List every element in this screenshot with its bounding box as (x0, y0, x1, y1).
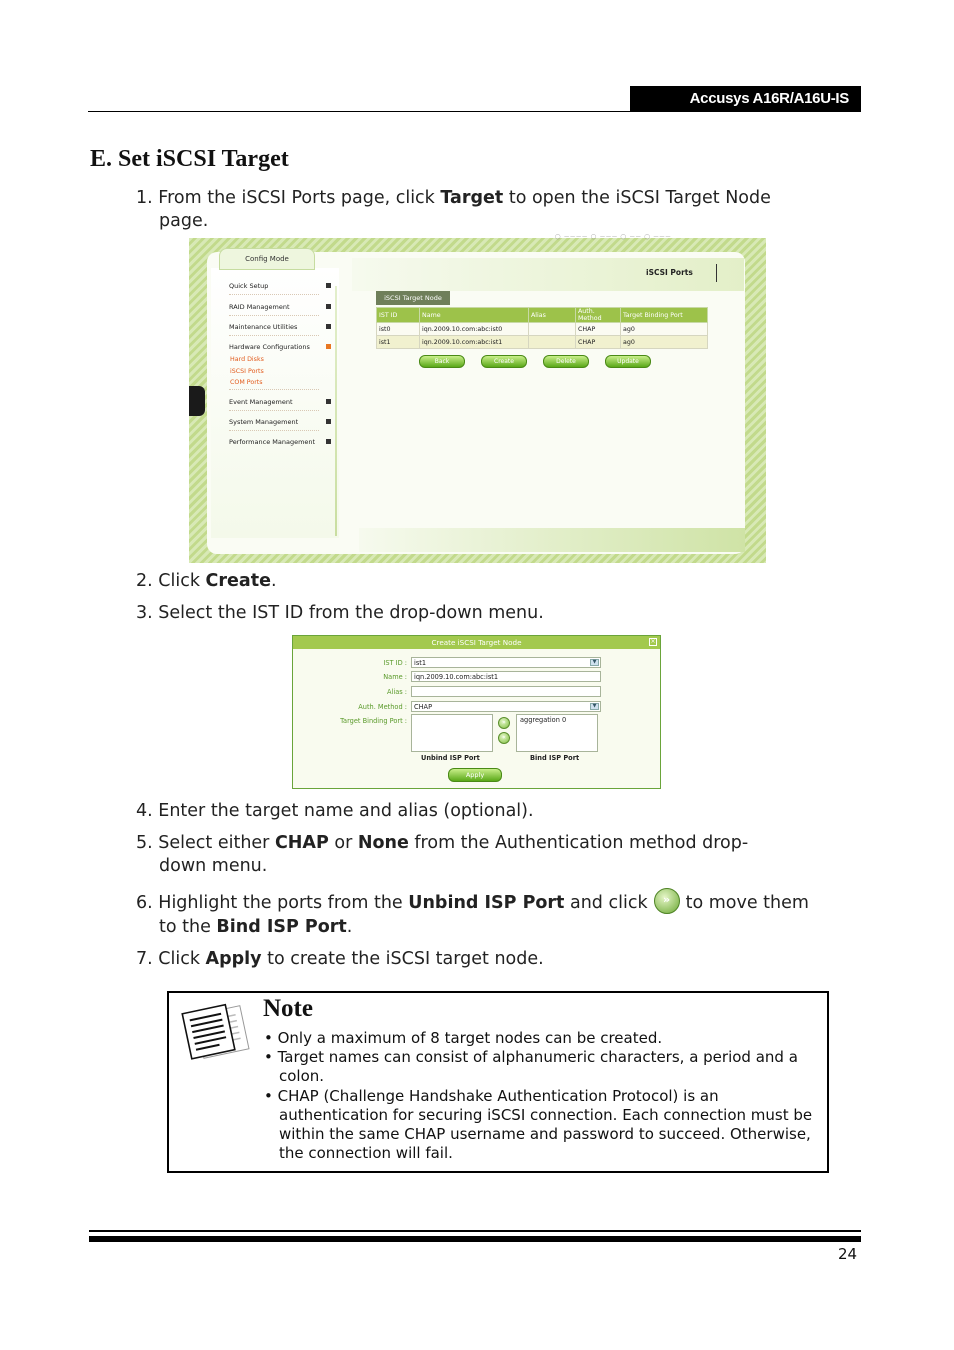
footer-rule-thick (89, 1236, 861, 1242)
move-right-icon[interactable]: » (498, 717, 510, 729)
create-button[interactable]: Create (481, 355, 527, 368)
side-handle[interactable] (189, 386, 205, 416)
dialog-title: Create iSCSI Target Node (293, 636, 660, 649)
select-value: CHAP (414, 703, 433, 711)
step-bold: Target (440, 188, 504, 208)
footer-rule-thin (89, 1230, 861, 1232)
step-bold: Unbind ISP Port (408, 893, 565, 913)
menu-label: Quick Setup (229, 282, 269, 290)
menu-label: Performance Management (229, 438, 316, 446)
cell: ag0 (621, 323, 708, 336)
panel-footer (359, 528, 745, 552)
auth-method-label: Auth. Method : (358, 703, 407, 711)
create-target-node-dialog (292, 635, 661, 789)
notepad-icon (177, 1003, 257, 1063)
page-title: iSCSI Ports (646, 268, 693, 277)
sidebar-separator (335, 286, 337, 536)
step-text: or (328, 833, 358, 853)
cell (529, 323, 576, 336)
menu-item-maintenance-utilities[interactable] (229, 323, 329, 331)
step-1 (136, 187, 771, 210)
apply-button[interactable]: Apply (448, 768, 502, 782)
menu-divider (229, 335, 319, 336)
config-mode-tab[interactable]: Config Mode (219, 248, 315, 270)
col-alias: Alias (529, 308, 576, 323)
ist-id-label: IST ID : (383, 659, 407, 667)
update-button[interactable]: Update (605, 355, 651, 368)
step-text: to the (159, 917, 217, 937)
cell: CHAP (576, 323, 621, 336)
step-text: Select either (158, 833, 275, 853)
cell: iqn.2009.10.com:abc:ist1 (420, 336, 529, 349)
unbind-caption: Unbind ISP Port (421, 754, 480, 762)
submenu-com-ports[interactable]: COM Ports (230, 379, 263, 386)
cell: ist0 (377, 323, 420, 336)
step-text: to open the iSCSI Target Node (503, 188, 771, 208)
step-5 (136, 832, 748, 855)
expand-icon (326, 304, 331, 309)
step-number: 6. (136, 893, 153, 913)
name-label: Name : (383, 673, 407, 681)
step-text: to create the iSCSI target node. (261, 949, 544, 969)
menu-divider (229, 410, 319, 411)
note-title: Note (263, 995, 313, 1022)
cell (529, 336, 576, 349)
menu-label: Event Management (229, 398, 293, 406)
step-7 (136, 948, 544, 971)
section-title (90, 146, 289, 173)
menu-label: Hardware Configurations (229, 343, 310, 351)
step-text: to move them (685, 893, 809, 913)
menu-label: System Management (229, 418, 299, 426)
step-text: and click (564, 893, 648, 913)
expand-icon (326, 324, 331, 329)
note-box (167, 991, 829, 1173)
col-target-binding-port: Target Binding Port (621, 308, 708, 323)
note-item: • Only a maximum of 8 target nodes can be created. (264, 1029, 663, 1047)
close-icon[interactable]: × (650, 638, 656, 645)
submenu-iscsi-ports[interactable]: iSCSI Ports (230, 368, 264, 375)
unbind-port-list[interactable] (411, 714, 493, 752)
move-right-icon: » (654, 888, 680, 914)
step-text: . (270, 571, 277, 591)
table-caption: iSCSI Target Node (376, 291, 450, 305)
menu-item-event-management[interactable] (229, 398, 329, 406)
delete-button[interactable]: Delete (543, 355, 589, 368)
iscsi-ports-screenshot (189, 234, 766, 563)
step-text: . (346, 917, 353, 937)
menu-item-hardware-configurations[interactable] (229, 343, 329, 351)
list-item[interactable]: aggregation 0 (520, 716, 567, 724)
bind-port-list[interactable] (516, 714, 598, 752)
step-bold: CHAP (274, 833, 329, 853)
expand-icon (326, 439, 331, 444)
step-number: 7. (136, 949, 153, 969)
menu-item-performance-management[interactable] (229, 438, 329, 446)
section-title-text: Set iSCSI Target (118, 146, 289, 172)
step-text: Highlight the ports from the (158, 893, 409, 913)
table-row[interactable] (377, 323, 708, 336)
alias-label: Alias : (387, 688, 407, 696)
cell: ist1 (377, 336, 420, 349)
target-node-table (376, 307, 708, 349)
note-item: • CHAP (Challenge Handshake Authentication Protocol) is an authentication for securing iSCSI connection. Each connection must be within the same CHAP username and password to succeed. Otherwise, the connection will fail. (264, 1086, 813, 1163)
section-letter: E. (90, 146, 113, 172)
col-ist-id: IST ID (377, 308, 420, 323)
step-text: Click (158, 571, 206, 591)
note-item: • Target names can consist of alphanumeric characters, a period and a colon. (264, 1048, 798, 1086)
step-text: Click (158, 949, 206, 969)
alias-input[interactable] (411, 686, 601, 697)
expand-icon (326, 283, 331, 288)
collapse-icon (326, 344, 331, 349)
bind-caption: Bind ISP Port (530, 754, 580, 762)
cell: iqn.2009.10.com:abc:ist0 (420, 323, 529, 336)
step-5-line2: down menu. (159, 856, 268, 876)
binding-port-label: Target Binding Port : (340, 717, 407, 725)
submenu-hard-disks[interactable]: Hard Disks (230, 356, 264, 363)
note-list (264, 1029, 820, 1163)
menu-divider (229, 389, 319, 390)
table-header-row (377, 308, 708, 323)
menu-label: RAID Management (229, 303, 290, 311)
menu-item-raid-management[interactable] (229, 303, 329, 311)
menu-label: Maintenance Utilities (229, 323, 298, 331)
step-number: 4. (136, 801, 153, 821)
chevron-down-icon: ▼ (590, 659, 599, 666)
step-1-line2: page. (159, 211, 209, 231)
step-6-line2 (159, 916, 352, 939)
step-3 (136, 602, 544, 625)
menu-divider (229, 315, 319, 316)
step-number: 1. (136, 188, 153, 208)
select-value: ist1 (414, 659, 427, 667)
col-auth-method: Auth. Method (576, 308, 621, 323)
expand-icon (326, 419, 331, 424)
ist-id-select[interactable] (411, 657, 601, 668)
step-number: 5. (136, 833, 153, 853)
step-text: From the iSCSI Ports page, click (158, 188, 441, 208)
menu-item-system-management[interactable] (229, 418, 329, 426)
step-bold: None (357, 833, 409, 853)
top-links-faded: ◯ ———— ◯ ——— ◯ —— ◯ ——— (555, 234, 672, 240)
cell: CHAP (576, 336, 621, 349)
cell: ag0 (621, 336, 708, 349)
step-6 (136, 890, 809, 916)
name-input[interactable]: iqn.2009.10.com:abc:ist1 (411, 671, 601, 682)
step-text: Select the IST ID from the drop-down menu. (158, 603, 544, 623)
step-bold: Apply (205, 949, 262, 969)
step-bold: Create (205, 571, 271, 591)
back-button[interactable]: Back (419, 355, 465, 368)
move-left-icon[interactable]: « (498, 732, 510, 744)
product-name: Accusys A16R/A16U-IS (630, 86, 861, 112)
menu-divider (229, 294, 319, 295)
page-number: 24 (838, 1245, 858, 1263)
step-bold: Bind ISP Port (216, 917, 347, 937)
menu-item-quick-setup[interactable] (229, 282, 329, 290)
expand-icon (326, 399, 331, 404)
step-text: Enter the target name and alias (optional). (158, 801, 534, 821)
step-number: 3. (136, 603, 153, 623)
col-name: Name (420, 308, 529, 323)
step-2 (136, 570, 277, 593)
step-number: 2. (136, 571, 153, 591)
header-divider (716, 264, 717, 282)
chevron-down-icon: ▼ (590, 703, 599, 710)
table-row[interactable] (377, 336, 708, 349)
step-text: from the Authentication method drop- (408, 833, 749, 853)
auth-method-select[interactable] (411, 701, 601, 712)
menu-divider (229, 430, 319, 431)
step-4 (136, 800, 534, 823)
